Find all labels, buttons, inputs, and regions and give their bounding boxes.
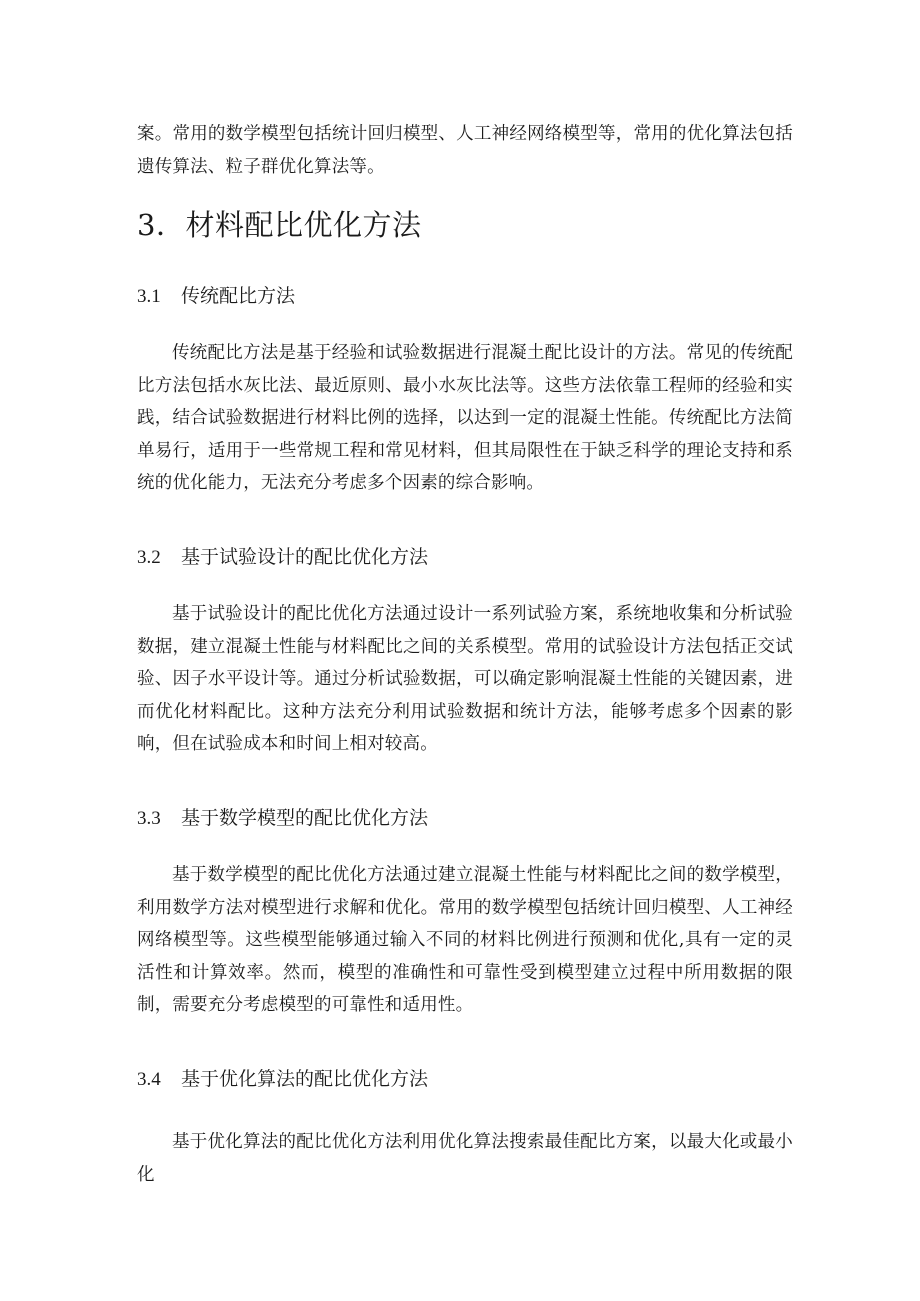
section-heading-3-4	[137, 1065, 428, 1094]
section-title: 基于优化算法的配比优化方法	[181, 1068, 429, 1090]
section-title: 传统配比方法	[181, 285, 296, 307]
intro-paragraph: 案。常用的数学模型包括统计回归模型、人工神经网络模型等，常用的优化算法包括遗传算法、粒子群优化算法等。	[137, 124, 793, 177]
section-heading-3-1	[137, 282, 295, 311]
section-paragraph-3-1: 传统配比方法是基于经验和试验数据进行混凝土配比设计的方法。常见的传统配比方法包括水灰比法、最近原则、最小水灰比法等。这些方法依靠工程师的经验和实践，结合试验数据进行材料比例的选择，以达到一定的混凝土性能。传统配比方法简单易行，适用于一些常规工程和常见材料，但其局限性在于缺乏科学的理论支持和系统的优化能力，无法充分考虑多个因素的综合影响。	[137, 343, 793, 494]
section-title: 基于数学模型的配比优化方法	[181, 807, 429, 829]
section-number: 3.1	[137, 286, 161, 307]
section-heading-3-3	[137, 804, 428, 833]
section-heading-3-2	[137, 543, 428, 572]
section-number: 3.3	[137, 808, 161, 829]
section-number: 3.2	[137, 547, 161, 568]
section-title: 基于试验设计的配比优化方法	[181, 546, 429, 568]
section-paragraph-3-2: 基于试验设计的配比优化方法通过设计一系列试验方案，系统地收集和分析试验数据，建立混凝土性能与材料配比之间的关系模型。常用的试验设计方法包括正交试验、因子水平设计等。通过分析试验数据，可以确定影响混凝土性能的关键因素，进而优化材料配比。这种方法充分利用试验数据和统计方法，能够考虑多个因素的影响，但在试验成本和时间上相对较高。	[137, 604, 793, 755]
section-number: 3.4	[137, 1069, 161, 1090]
chapter-title: 3．材料配比优化方法	[137, 208, 422, 242]
section-paragraph-3-4: 基于优化算法的配比优化方法利用优化算法搜索最佳配比方案，以最大化或最小化	[137, 1132, 793, 1185]
section-paragraph-3-3: 基于数学模型的配比优化方法通过建立混凝土性能与材料配比之间的数学模型，利用数学方法对模型进行求解和优化。常用的数学模型包括统计回归模型、人工神经网络模型等。这些模型能够通过输入不同的材料比例进行预测和优化,具有一定的灵活性和计算效率。然而，模型的准确性和可靠性受到模型建立过程中所用数据的限制，需要充分考虑模型的可靠性和适用性。	[137, 865, 793, 1016]
